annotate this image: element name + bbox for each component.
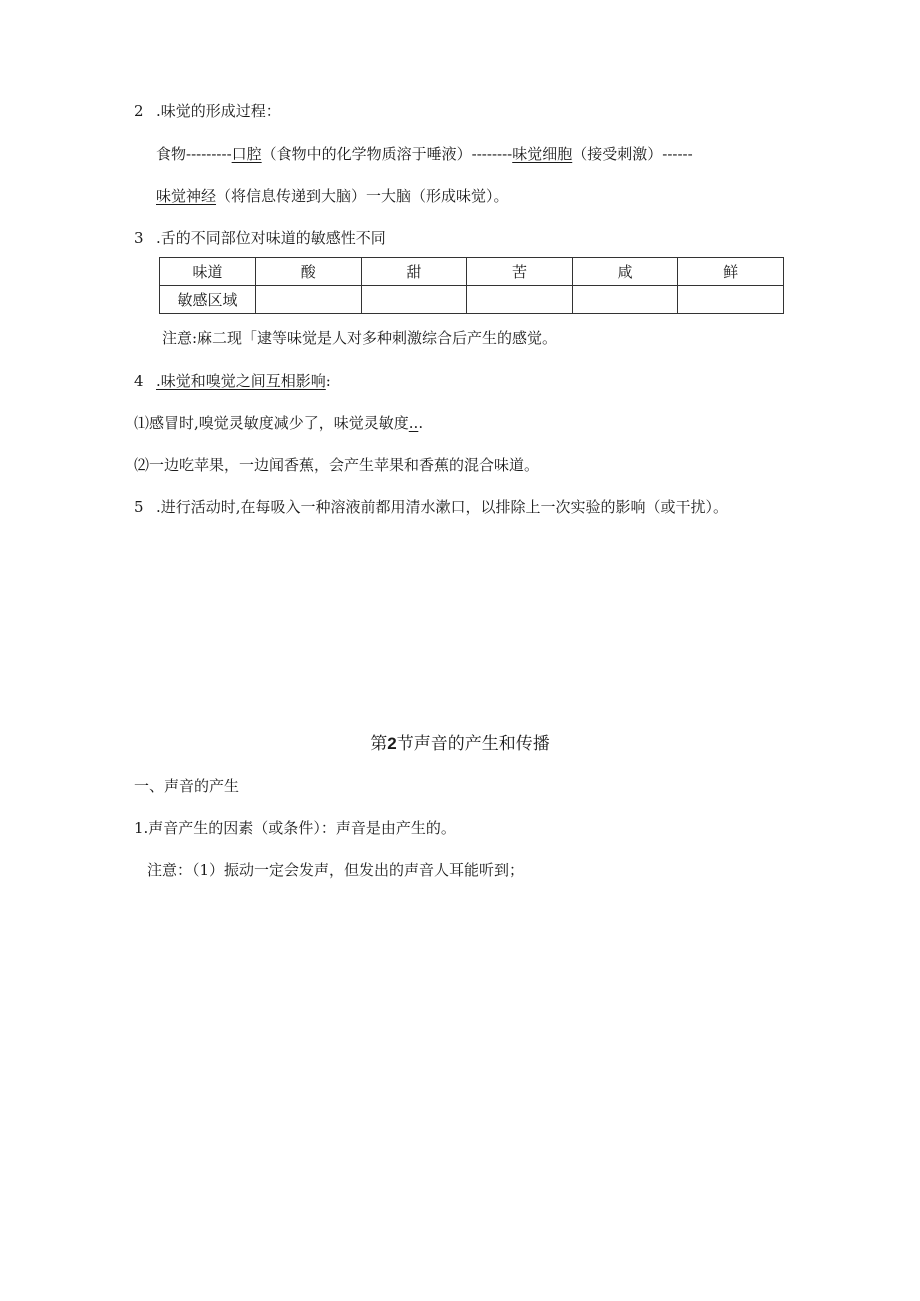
process-taste-cell: 味觉细胞 [512, 145, 573, 163]
process-taste-nerve: 味觉神经 [156, 187, 217, 205]
table-cell-region-umami [678, 286, 784, 314]
table-head-taste: 味道 [160, 258, 256, 286]
item-4-heading-text: .味觉和嗅觉之间互相影响 [156, 372, 326, 390]
table-row-regions [160, 286, 784, 314]
taste-sensitivity-table [159, 257, 784, 314]
process-arrow-2: -------- [471, 145, 513, 163]
process-food: 食物 [156, 145, 187, 163]
table-cell-bitter: 苦 [467, 258, 573, 286]
item-2-number: 2 [134, 102, 144, 120]
process-taste-cell-note: （接受刺激） [572, 145, 663, 163]
item-4-sub-2: ⑵一边吃苹果，一边闻香蕉，会产生苹果和香蕉的混合味道。 [134, 456, 540, 474]
taste-process-line-1 [156, 144, 693, 164]
table-cell-region-salty [572, 286, 678, 314]
process-mouth: 口腔 [231, 145, 262, 163]
part-1-heading: 一、声音的产生 [134, 777, 240, 795]
item-4-sub-1-end: . [418, 414, 424, 432]
table-row-tastes [160, 258, 784, 286]
item-3-number: 3 [134, 229, 144, 247]
item-5-number: 5 [134, 498, 144, 516]
item-4-sub-1 [134, 413, 423, 433]
process-arrow-3: ------ [662, 145, 693, 163]
item-3-heading-text: .舌的不同部位对味道的敏感性不同 [156, 229, 386, 247]
item-2-heading [134, 101, 281, 121]
table-cell-umami: 鲜 [678, 258, 784, 286]
process-arrow-1: --------- [186, 145, 232, 163]
table-cell-sweet: 甜 [361, 258, 467, 286]
item-5-text: .进行活动时,在每吸入一种溶液前都用清水漱口，以排除上一次实验的影响（或干扰）。 [156, 498, 729, 516]
item-3-note: 注意:麻二现「逮等味觉是人对多种刺激综合后产生的感觉。 [162, 329, 558, 347]
section-title-rest: 节声音的产生和传播 [396, 734, 550, 754]
item-5 [134, 497, 728, 517]
table-cell-region-sour [256, 286, 362, 314]
table-cell-sour: 酸 [256, 258, 362, 286]
point-1: 1.声音产生的因素（或条件）：声音是由产生的。 [134, 819, 456, 837]
item-4-number: 4 [134, 372, 144, 390]
note-1: 注意：（1）振动一定会发声，但发出的声音人耳能听到； [147, 861, 525, 879]
section-title [0, 733, 920, 755]
section-title-prefix: 第 [370, 734, 388, 754]
table-cell-salty: 咸 [572, 258, 678, 286]
item-3-heading [134, 228, 386, 248]
process-taste-nerve-note: （将信息传递到大脑）一大脑（形成味觉）。 [216, 187, 509, 205]
item-2-heading-text: .味觉的形成过程： [156, 102, 281, 120]
table-cell-region-bitter [467, 286, 573, 314]
table-cell-region-sweet [361, 286, 467, 314]
item-4-sub-1-text: ⑴感冒时,嗅觉灵敏度减少了，味觉灵敏度 [134, 414, 409, 432]
process-mouth-note: （食物中的化学物质溶于唾液） [261, 145, 472, 163]
item-4-sub-1-blank: .. [408, 414, 419, 432]
section-title-number: 2 [387, 734, 397, 753]
taste-process-line-2 [156, 186, 509, 206]
table-head-region: 敏感区域 [160, 286, 256, 314]
item-4-heading [134, 371, 331, 391]
item-4-colon: : [325, 372, 331, 390]
